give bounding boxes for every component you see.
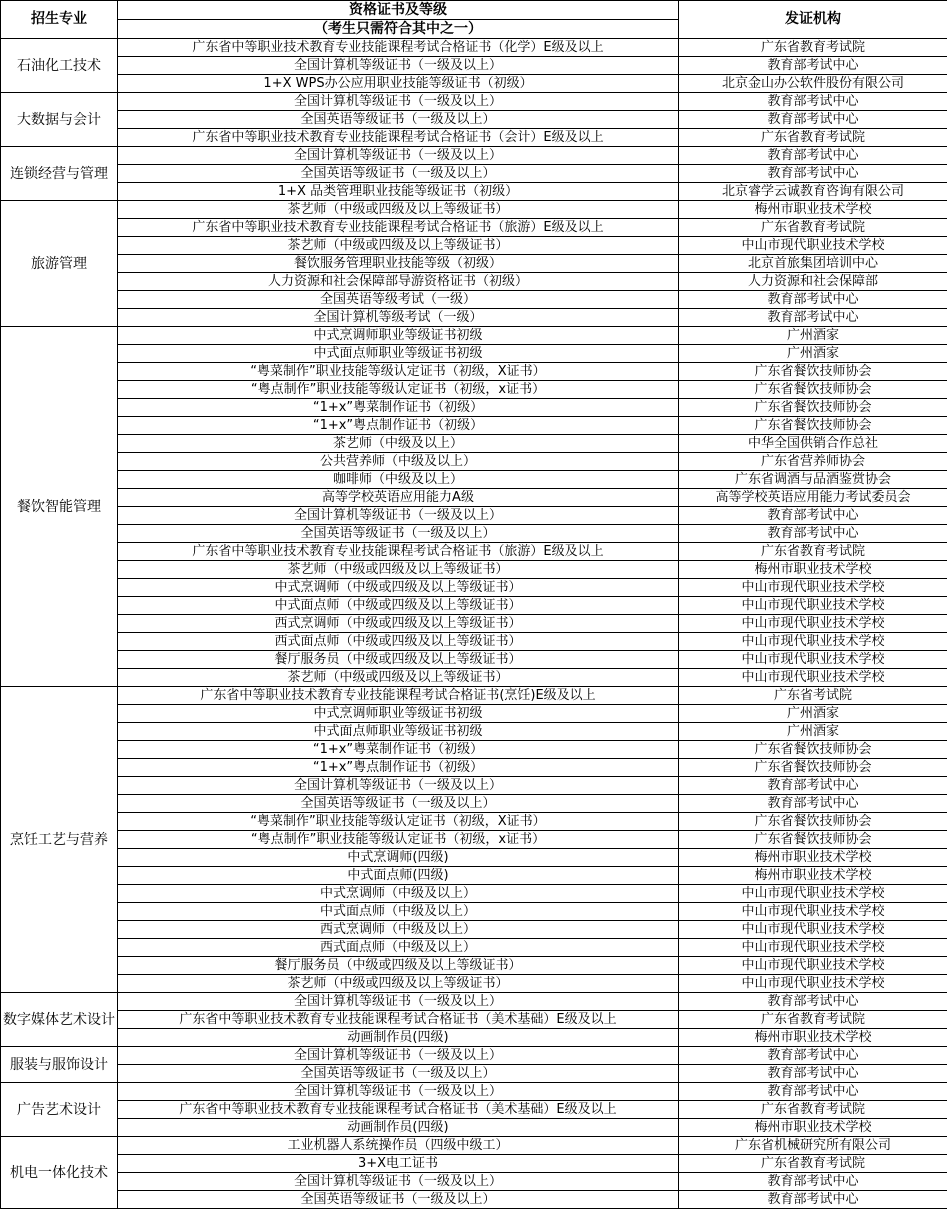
table-row [1, 381, 947, 399]
issuer-cell: 教育部考试中心 [679, 1083, 947, 1101]
certificate-cell: 1+X 品类管理职业技能等级证书（初级） [118, 183, 679, 201]
table-row [1, 561, 947, 579]
certificate-cell: 西式面点师（中级或四级及以上等级证书） [118, 633, 679, 651]
certificate-cell: 全国计算机等级证书（一级及以上） [118, 93, 679, 111]
table-row [1, 849, 947, 867]
table-row [1, 255, 947, 273]
issuer-cell: 广东省教育考试院 [679, 1155, 947, 1173]
certificate-cell: 公共营养师（中级及以上） [118, 453, 679, 471]
issuer-cell: 人力资源和社会保障部 [679, 273, 947, 291]
issuer-cell: 教育部考试中心 [679, 1173, 947, 1191]
table-header [1, 1, 947, 39]
table-row [1, 1083, 947, 1101]
table-row [1, 453, 947, 471]
certificate-cell: 中式烹调师（中级及以上） [118, 885, 679, 903]
header-certificate: 资格证书及等级 [118, 1, 679, 20]
certificate-cell: 全国计算机等级证书（一级及以上） [118, 57, 679, 75]
certificate-cell: 全国计算机等级证书（一级及以上） [118, 993, 679, 1011]
certificate-cell: 中式烹调师（中级或四级及以上等级证书） [118, 579, 679, 597]
major-cell: 大数据与会计 [1, 93, 118, 147]
table-row [1, 165, 947, 183]
certificate-cell: 全国英语等级考试（一级） [118, 291, 679, 309]
table-row [1, 1173, 947, 1191]
certificate-cell: 西式烹调师（中级及以上） [118, 921, 679, 939]
issuer-cell: 广东省教育考试院 [679, 543, 947, 561]
certificate-cell: “粤菜制作”职业技能等级认定证书（初级，X证书） [118, 813, 679, 831]
table-row [1, 273, 947, 291]
issuer-cell: 北京金山办公软件股份有限公司 [679, 75, 947, 93]
table-row [1, 93, 947, 111]
header-certificate-note: （考生只需符合其中之一） [118, 20, 679, 39]
table-row [1, 399, 947, 417]
certificate-cell: 西式面点师（中级及以上） [118, 939, 679, 957]
table-row [1, 831, 947, 849]
issuer-cell: 中山市现代职业技术学校 [679, 597, 947, 615]
issuer-cell: 中山市现代职业技术学校 [679, 669, 947, 687]
certificate-cell: 中式面点师职业等级证书初级 [118, 723, 679, 741]
issuer-cell: 广州酒家 [679, 345, 947, 363]
table-row [1, 183, 947, 201]
certificate-cell: 全国英语等级证书（一级及以上） [118, 165, 679, 183]
certificate-cell: 广东省中等职业技术教育专业技能课程考试合格证书（美术基础）E级及以上 [118, 1011, 679, 1029]
table-row [1, 147, 947, 165]
issuer-cell: 中山市现代职业技术学校 [679, 975, 947, 993]
table-row [1, 363, 947, 381]
header-major: 招生专业 [1, 1, 118, 39]
certificate-cell: 全国计算机等级证书（一级及以上） [118, 1083, 679, 1101]
table-row [1, 651, 947, 669]
issuer-cell: 广东省考试院 [679, 687, 947, 705]
table-row [1, 111, 947, 129]
issuer-cell: 教育部考试中心 [679, 507, 947, 525]
certificate-cell: 全国英语等级证书（一级及以上） [118, 1065, 679, 1083]
issuer-cell: 梅州市职业技术学校 [679, 1029, 947, 1047]
issuer-cell: 广东省餐饮技师协会 [679, 399, 947, 417]
certificate-cell: 动画制作员(四级) [118, 1119, 679, 1137]
major-cell: 连锁经营与管理 [1, 147, 118, 201]
issuer-cell: 广东省教育考试院 [679, 39, 947, 57]
table-row [1, 57, 947, 75]
issuer-cell: 广州酒家 [679, 327, 947, 345]
issuer-cell: 中山市现代职业技术学校 [679, 939, 947, 957]
table-row [1, 1155, 947, 1173]
table-row [1, 597, 947, 615]
issuer-cell: 广东省餐饮技师协会 [679, 381, 947, 399]
issuer-cell: 广东省餐饮技师协会 [679, 417, 947, 435]
table-row [1, 129, 947, 147]
certificate-cell: 全国英语等级证书（一级及以上） [118, 795, 679, 813]
table-row [1, 219, 947, 237]
issuer-cell: 教育部考试中心 [679, 165, 947, 183]
table-row [1, 939, 947, 957]
certificate-cell: 广东省中等职业技术教育专业技能课程考试合格证书（旅游）E级及以上 [118, 543, 679, 561]
certificate-cell: 中式面点师（中级及以上） [118, 903, 679, 921]
certificate-cell: 高等学校英语应用能力A级 [118, 489, 679, 507]
table-row [1, 1011, 947, 1029]
table-row [1, 1119, 947, 1137]
certificate-cell: 茶艺师（中级或四级及以上等级证书） [118, 201, 679, 219]
issuer-cell: 中华全国供销合作总社 [679, 435, 947, 453]
certificate-cell: 餐饮服务管理职业技能等级（初级） [118, 255, 679, 273]
table-row [1, 327, 947, 345]
table-row [1, 417, 947, 435]
issuer-cell: 教育部考试中心 [679, 57, 947, 75]
issuer-cell: 广东省营养师协会 [679, 453, 947, 471]
certificate-cell: 中式烹调师职业等级证书初级 [118, 705, 679, 723]
issuer-cell: 教育部考试中心 [679, 993, 947, 1011]
issuer-cell: 教育部考试中心 [679, 147, 947, 165]
certificate-cell: 咖啡师（中级及以上） [118, 471, 679, 489]
issuer-cell: 中山市现代职业技术学校 [679, 615, 947, 633]
certificate-cell: “1+x”粤菜制作证书（初级） [118, 399, 679, 417]
table-body [1, 39, 947, 1209]
certificate-cell: 茶艺师（中级或四级及以上等级证书） [118, 561, 679, 579]
issuer-cell: 广东省餐饮技师协会 [679, 813, 947, 831]
table-row [1, 957, 947, 975]
certificate-cell: 全国计算机等级考试（一级） [118, 309, 679, 327]
table-row [1, 687, 947, 705]
issuer-cell: 教育部考试中心 [679, 1047, 947, 1065]
table-row [1, 345, 947, 363]
issuer-cell: 中山市现代职业技术学校 [679, 903, 947, 921]
table-row [1, 993, 947, 1011]
certificate-cell: 广东省中等职业技术教育专业技能课程考试合格证书（会计）E级及以上 [118, 129, 679, 147]
major-cell: 广告艺术设计 [1, 1083, 118, 1137]
issuer-cell: 广东省餐饮技师协会 [679, 831, 947, 849]
table-row [1, 1101, 947, 1119]
certificate-cell: 工业机器人系统操作员（四级中级工） [118, 1137, 679, 1155]
table-row [1, 975, 947, 993]
issuer-cell: 教育部考试中心 [679, 795, 947, 813]
table-row [1, 615, 947, 633]
issuer-cell: 梅州市职业技术学校 [679, 849, 947, 867]
issuer-cell: 广东省教育考试院 [679, 1101, 947, 1119]
issuer-cell: 中山市现代职业技术学校 [679, 885, 947, 903]
certificate-cell: 全国英语等级证书（一级及以上） [118, 1191, 679, 1209]
issuer-cell: 广东省教育考试院 [679, 129, 947, 147]
certificate-cell: “粤点制作”职业技能等级认定证书（初级，x证书） [118, 381, 679, 399]
certificate-cell: “1+x”粤菜制作证书（初级） [118, 741, 679, 759]
table-row [1, 777, 947, 795]
certificate-cell: 茶艺师（中级及以上） [118, 435, 679, 453]
table-row [1, 507, 947, 525]
table-row [1, 237, 947, 255]
table-row [1, 525, 947, 543]
issuer-cell: 广东省餐饮技师协会 [679, 741, 947, 759]
issuer-cell: 中山市现代职业技术学校 [679, 237, 947, 255]
certificate-cell: “粤菜制作”职业技能等级认定证书（初级，X证书） [118, 363, 679, 381]
issuer-cell: 教育部考试中心 [679, 777, 947, 795]
table-row [1, 723, 947, 741]
major-cell: 机电一体化技术 [1, 1137, 118, 1209]
certificate-cell: “1+x”粤点制作证书（初级） [118, 417, 679, 435]
issuer-cell: 教育部考试中心 [679, 111, 947, 129]
certificate-cell: 广东省中等职业技术教育专业技能课程考试合格证书（旅游）E级及以上 [118, 219, 679, 237]
table-row [1, 39, 947, 57]
table-row [1, 1191, 947, 1209]
issuer-cell: 广东省餐饮技师协会 [679, 759, 947, 777]
certificate-cell: 餐厅服务员（中级或四级及以上等级证书） [118, 957, 679, 975]
issuer-cell: 广东省教育考试院 [679, 219, 947, 237]
certificate-cell: “1+x”粤点制作证书（初级） [118, 759, 679, 777]
issuer-cell: 中山市现代职业技术学校 [679, 921, 947, 939]
major-cell: 石油化工技术 [1, 39, 118, 93]
certificate-cell: 中式面点师职业等级证书初级 [118, 345, 679, 363]
table-row [1, 867, 947, 885]
table-row [1, 705, 947, 723]
issuer-cell: 教育部考试中心 [679, 291, 947, 309]
table-row [1, 813, 947, 831]
issuer-cell: 梅州市职业技术学校 [679, 561, 947, 579]
table-row [1, 1029, 947, 1047]
table-row [1, 633, 947, 651]
certificate-cell: “粤点制作”职业技能等级认定证书（初级，x证书） [118, 831, 679, 849]
issuer-cell: 教育部考试中心 [679, 93, 947, 111]
certificate-cell: 全国计算机等级证书（一级及以上） [118, 777, 679, 795]
certificate-cell: 中式面点师(四级) [118, 867, 679, 885]
certificate-cell: 全国英语等级证书（一级及以上） [118, 525, 679, 543]
issuer-cell: 教育部考试中心 [679, 309, 947, 327]
table-row [1, 1065, 947, 1083]
table-row [1, 669, 947, 687]
issuer-cell: 广东省教育考试院 [679, 1011, 947, 1029]
major-cell: 餐饮智能管理 [1, 327, 118, 687]
issuer-cell: 高等学校英语应用能力考试委员会 [679, 489, 947, 507]
certificate-cell: 全国计算机等级证书（一级及以上） [118, 1173, 679, 1191]
certificate-cell: 全国计算机等级证书（一级及以上） [118, 147, 679, 165]
certificate-cell: 中式面点师（中级或四级及以上等级证书） [118, 597, 679, 615]
issuer-cell: 广州酒家 [679, 705, 947, 723]
issuer-cell: 广东省调酒与品酒鉴赏协会 [679, 471, 947, 489]
certificate-cell: 动画制作员(四级) [118, 1029, 679, 1047]
table-row [1, 1047, 947, 1065]
table-row [1, 435, 947, 453]
certificate-cell: 人力资源和社会保障部导游资格证书（初级） [118, 273, 679, 291]
issuer-cell: 梅州市职业技术学校 [679, 201, 947, 219]
issuer-cell: 广东省机械研究所有限公司 [679, 1137, 947, 1155]
certificate-cell: 西式烹调师（中级或四级及以上等级证书） [118, 615, 679, 633]
table-row [1, 471, 947, 489]
table-row [1, 309, 947, 327]
certificate-cell: 3+X电工证书 [118, 1155, 679, 1173]
certificate-cell: 茶艺师（中级或四级及以上等级证书） [118, 975, 679, 993]
certificate-cell: 茶艺师（中级或四级及以上等级证书） [118, 237, 679, 255]
table-row [1, 489, 947, 507]
issuer-cell: 教育部考试中心 [679, 1065, 947, 1083]
certificate-cell: 广东省中等职业技术教育专业技能课程考试合格证书（美术基础）E级及以上 [118, 1101, 679, 1119]
issuer-cell: 广州酒家 [679, 723, 947, 741]
certificate-cell: 广东省中等职业技术教育专业技能课程考试合格证书(烹饪)E级及以上 [118, 687, 679, 705]
certificate-cell: 餐厅服务员（中级或四级及以上等级证书） [118, 651, 679, 669]
certificate-cell: 中式烹调师(四级) [118, 849, 679, 867]
table-row [1, 75, 947, 93]
issuer-cell: 广东省餐饮技师协会 [679, 363, 947, 381]
major-cell: 服装与服饰设计 [1, 1047, 118, 1083]
table-row [1, 543, 947, 561]
table-row [1, 201, 947, 219]
major-cell: 烹饪工艺与营养 [1, 687, 118, 993]
issuer-cell: 梅州市职业技术学校 [679, 867, 947, 885]
issuer-cell: 中山市现代职业技术学校 [679, 579, 947, 597]
table-row [1, 885, 947, 903]
table-row [1, 1137, 947, 1155]
table-row [1, 903, 947, 921]
certificate-cell: 1+X WPS办公应用职业技能等级证书（初级） [118, 75, 679, 93]
table-row [1, 795, 947, 813]
issuer-cell: 教育部考试中心 [679, 525, 947, 543]
major-cell: 旅游管理 [1, 201, 118, 327]
issuer-cell: 中山市现代职业技术学校 [679, 957, 947, 975]
certificate-cell: 中式烹调师职业等级证书初级 [118, 327, 679, 345]
table-row [1, 579, 947, 597]
issuer-cell: 梅州市职业技术学校 [679, 1119, 947, 1137]
issuer-cell: 中山市现代职业技术学校 [679, 651, 947, 669]
certificate-cell: 全国英语等级证书（一级及以上） [118, 111, 679, 129]
header-issuer: 发证机构 [679, 1, 947, 39]
certificate-cell: 茶艺师（中级或四级及以上等级证书） [118, 669, 679, 687]
issuer-cell: 中山市现代职业技术学校 [679, 633, 947, 651]
table-row [1, 759, 947, 777]
issuer-cell: 教育部考试中心 [679, 1191, 947, 1209]
certificate-cell: 全国计算机等级证书（一级及以上） [118, 1047, 679, 1065]
certificate-cell: 广东省中等职业技术教育专业技能课程考试合格证书（化学）E级及以上 [118, 39, 679, 57]
certificate-cell: 全国计算机等级证书（一级及以上） [118, 507, 679, 525]
table-row [1, 741, 947, 759]
table-row [1, 921, 947, 939]
issuer-cell: 北京首旅集团培训中心 [679, 255, 947, 273]
table-row [1, 291, 947, 309]
major-cell: 数字媒体艺术设计 [1, 993, 118, 1047]
issuer-cell: 北京睿学云诚教育咨询有限公司 [679, 183, 947, 201]
